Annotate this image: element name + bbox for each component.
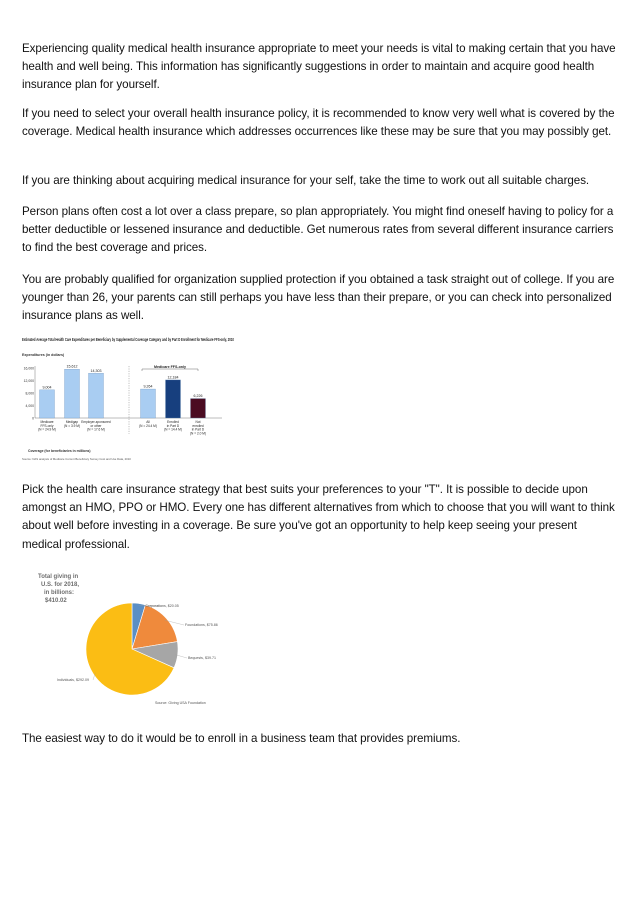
paragraph-6: Pick the health care insurance strategy that best suits your preferences to your "T". It is possible to decide upon amongst an HMO, PPO or HMO. Every one has different alternatives from which to choose that you will want to think about well before investing in a coverage. Be sure you've got an opportunity to help keep seeing your present medical professional. (22, 483, 615, 551)
bar-category-label: Enrolled in Part D (N = 14.4 M) (164, 420, 182, 432)
bar (89, 373, 104, 418)
pie-slice-label: Bequests, $39.71 (188, 656, 216, 660)
bar-value-label: 6,226 (193, 394, 203, 399)
paragraph-7: The easiest way to do it would be to enroll in a business team that provides premiums. (22, 732, 461, 745)
paragraph-5: You are probably qualified for organization supplied protection if you obtained a task straight out of college. If you are younger than 26, your parents can still perhaps you have less than their prepare, or you can check into personalized insurance plans as well. (22, 273, 615, 323)
pie-title-line-2: U.S. for 2018, (41, 582, 80, 588)
bar (141, 389, 156, 418)
paragraph-3: If you are thinking about acquiring medical insurance for your self, take the time to work out all suitable charges. (22, 174, 590, 187)
pie-title-line-4: $410.02 (45, 598, 67, 604)
bar-y-tick-label: 12,000 (23, 378, 34, 383)
bar-chart-xlabel: Coverage (for beneficiaries in millions) (28, 449, 91, 453)
pie-slice-label: Foundations, $75.86 (185, 623, 218, 627)
paragraph-2: If you need to select your overall health insurance policy, it is recommended to know very well what is covered by the coverage. Medical health insurance which addresses occurrences like these may be sure that you may possibly get. (22, 107, 615, 139)
bar-group-label: Medicare FFS-only (154, 365, 186, 369)
bar-chart-source: Source: NAS analysis of Medicare Current Beneficiary Survey Cost and Use Data, 2010 (22, 457, 131, 461)
bar-category-label: Medigap (N = 3.9 M) (63, 420, 81, 428)
bar-value-label: 14,303 (90, 368, 102, 373)
bar-y-tick-label: 8,000 (25, 391, 34, 396)
bar-y-tick-label: 0 (32, 416, 34, 421)
bar-chart-title: Estimated Average Total Health Care Expenditures per Beneficiary by Supplemental Coverage Category and by Part D Enrollment for Medicare FFS-only, 2010 (22, 337, 235, 342)
bar-chart-ylabel: Expenditures (in dollars) (22, 353, 65, 357)
pie-slice-label: Individuals, $292.09 (57, 678, 89, 682)
bar (65, 369, 80, 418)
pie-chart-source: Source: Giving USA Foundation (155, 701, 206, 705)
pie-title-line-1: Total giving in (38, 574, 79, 580)
pie-slice-label: Corporations, $20.05 (145, 604, 179, 608)
bar (166, 380, 181, 418)
bar-category-label: Medicare FFS-only (N = 24.9 M) (38, 420, 56, 432)
bar-category-label: Not enrolled in Part D (N = 2.0 M) (189, 420, 207, 436)
pie-title-line-3: in billions: (44, 590, 74, 596)
paragraph-1: Experiencing quality medical health insurance appropriate to meet your needs is vital to making certain that you have health and well being. This information has significantly suggestions in order to maintain and acquire good health insurance plan for yourself. (22, 42, 616, 92)
bar-category-label: All (N = 24.4 M) (139, 420, 157, 428)
bar-value-label: 9,264 (143, 384, 153, 389)
bar-value-label: 12,184 (167, 375, 179, 380)
bar-y-tick-label: 16,000 (23, 366, 34, 371)
pie-chart-figure (30, 567, 245, 713)
bar-category-label: Employer-sponsored or other (N = 17.6 M) (81, 420, 111, 432)
bar (40, 390, 55, 418)
bar-chart-figure (22, 336, 236, 464)
bar-chart (22, 336, 236, 464)
bar (191, 399, 206, 418)
bar-value-label: 9,004 (42, 385, 52, 390)
paragraph-4: Person plans often cost a lot over a class prepare, so plan appropriately. You might find oneself having to policy for a better deductible or lessened insurance and deductible. Get numerous rates from several different insurance carriers to find the best coverage and prices. (22, 205, 614, 255)
bar-y-tick-label: 4,000 (25, 403, 34, 408)
bar-value-label: 15,612 (66, 364, 78, 369)
pie-chart (30, 567, 245, 713)
